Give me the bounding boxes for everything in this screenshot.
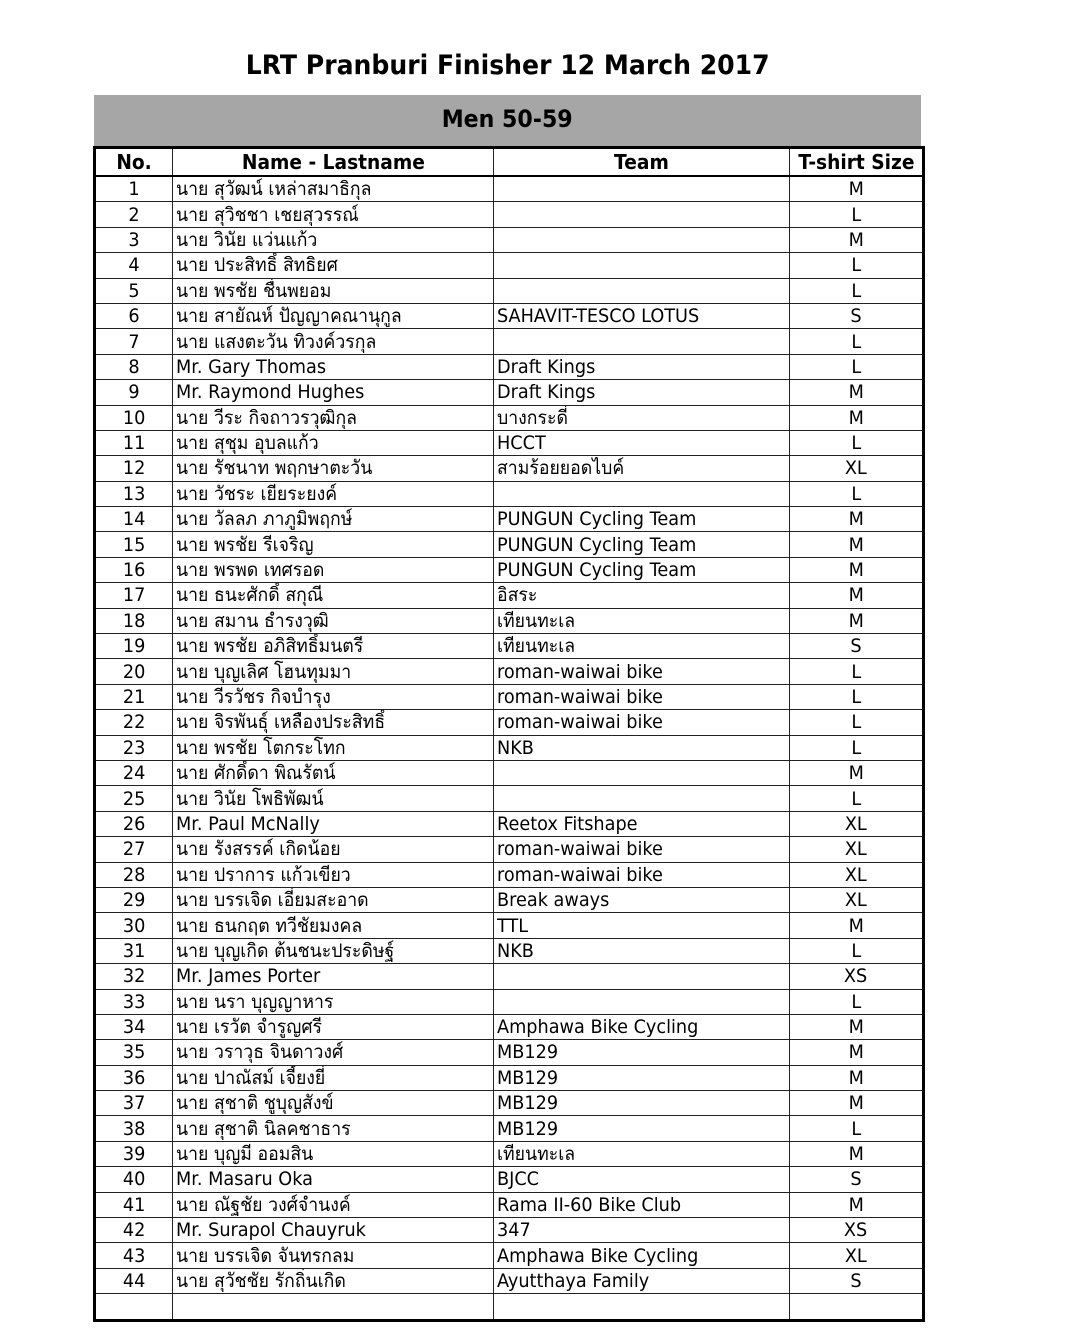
- cell-size: S: [790, 634, 924, 659]
- table-row: [95, 1167, 924, 1192]
- cell-name: นาย วัลลภ ภาภูมิพฤกษ์: [173, 507, 494, 532]
- table-row: [95, 430, 924, 455]
- cell-size: S: [790, 1268, 924, 1293]
- table-header-row: [95, 148, 924, 177]
- table-row: [95, 1141, 924, 1166]
- cell-size: XL: [790, 837, 924, 862]
- cell-team: roman-waiwai bike: [494, 684, 790, 709]
- cell-size: M: [790, 507, 924, 532]
- cell-size: M: [790, 583, 924, 608]
- cell-team: NKB: [494, 735, 790, 760]
- table-row: [95, 380, 924, 405]
- cell-size: L: [790, 684, 924, 709]
- cell-team: roman-waiwai bike: [494, 659, 790, 684]
- cell-team: เทียนทะเล: [494, 608, 790, 633]
- cell-no: 32: [95, 964, 173, 989]
- cell-name: นาย เรวัต จำรูญศรี: [173, 1014, 494, 1039]
- cell-size: M: [790, 760, 924, 785]
- table-row: [95, 176, 924, 202]
- table-row: [95, 786, 924, 811]
- cell-size: M: [790, 1014, 924, 1039]
- cell-no: 9: [95, 380, 173, 405]
- cell-no: 24: [95, 760, 173, 785]
- column-header-no: No.: [95, 148, 173, 177]
- cell-name: นาย ศักดิ์ดา พิณรัตน์: [173, 760, 494, 785]
- cell-no: 18: [95, 608, 173, 633]
- cell-name: Mr. Masaru Oka: [173, 1167, 494, 1192]
- cell-name: นาย สายัณห์ ปัญญาคณานุกูล: [173, 303, 494, 328]
- cell-team: เทียนทะเล: [494, 1141, 790, 1166]
- cell-team: Draft Kings: [494, 354, 790, 379]
- table-row: [95, 354, 924, 379]
- cell-size: XL: [790, 811, 924, 836]
- cell-name: นาย พรชัย รีเจริญ: [173, 532, 494, 557]
- cell-size: L: [790, 253, 924, 278]
- cell-team: roman-waiwai bike: [494, 710, 790, 735]
- cell-team: [494, 786, 790, 811]
- cell-size: XL: [790, 1243, 924, 1268]
- cell-size: L: [790, 202, 924, 227]
- cell-no: 2: [95, 202, 173, 227]
- cell-team: SAHAVIT-TESCO LOTUS: [494, 303, 790, 328]
- table-row: [95, 1243, 924, 1268]
- table-row: [95, 583, 924, 608]
- cell-team: Amphawa Bike Cycling: [494, 1243, 790, 1268]
- cell-name: นาย บุญเลิศ โฮนทุมมา: [173, 659, 494, 684]
- cell-team: [494, 989, 790, 1014]
- cell-team: [494, 964, 790, 989]
- cell-size: M: [790, 1065, 924, 1090]
- cell-size: M: [790, 1192, 924, 1217]
- cell-team: MB129: [494, 1116, 790, 1141]
- cell-size: M: [790, 1091, 924, 1116]
- cell-size: M: [790, 1040, 924, 1065]
- cell-no: 23: [95, 735, 173, 760]
- table-row: [95, 1218, 924, 1243]
- cell-no: 42: [95, 1218, 173, 1243]
- cell-size: M: [790, 913, 924, 938]
- cell-name: นาย รังสรรค์ เกิดน้อย: [173, 837, 494, 862]
- table-row: [95, 760, 924, 785]
- cell-name: นาย ธนกฤต ทวีชัยมงคล: [173, 913, 494, 938]
- table-row: [95, 405, 924, 430]
- cell-team: roman-waiwai bike: [494, 862, 790, 887]
- cell-no: 19: [95, 634, 173, 659]
- table-row: [95, 329, 924, 354]
- cell-team: [494, 760, 790, 785]
- cell-no: 39: [95, 1141, 173, 1166]
- cell-name: นาย บรรเจิด จันทรกลม: [173, 1243, 494, 1268]
- cell-size: XL: [790, 862, 924, 887]
- cell-name: นาย พรพด เทศรอด: [173, 557, 494, 582]
- cell-name: นาย ประสิทธิ์ สิทธิยศ: [173, 253, 494, 278]
- cell-name: นาย พรชัย ชื่นพยอม: [173, 278, 494, 303]
- table-row: [95, 634, 924, 659]
- table-row: [95, 1294, 924, 1320]
- cell-size: XL: [790, 456, 924, 481]
- cell-name: Mr. James Porter: [173, 964, 494, 989]
- cell-no: 34: [95, 1014, 173, 1039]
- cell-team: Reetox Fitshape: [494, 811, 790, 836]
- cell-name: นาย ณัฐชัย วงศ์จำนงค์: [173, 1192, 494, 1217]
- cell-size: L: [790, 938, 924, 963]
- cell-name: นาย วัชระ เยียระยงค์: [173, 481, 494, 506]
- cell-team: Rama II-60 Bike Club: [494, 1192, 790, 1217]
- cell-name: นาย สุชุม อุบลแก้ว: [173, 430, 494, 455]
- cell-team: [494, 227, 790, 252]
- cell-team: [494, 481, 790, 506]
- table-row: [95, 1065, 924, 1090]
- table-row: [95, 735, 924, 760]
- cell-team: NKB: [494, 938, 790, 963]
- cell-no: 37: [95, 1091, 173, 1116]
- cell-size: L: [790, 710, 924, 735]
- table-row: [95, 253, 924, 278]
- cell-no: 10: [95, 405, 173, 430]
- cell-no: 29: [95, 887, 173, 912]
- cell-name: Mr. Gary Thomas: [173, 354, 494, 379]
- cell-name: นาย บุญมี ออมสิน: [173, 1141, 494, 1166]
- cell-team: [494, 176, 790, 202]
- cell-no: 20: [95, 659, 173, 684]
- cell-size: L: [790, 735, 924, 760]
- cell-size: L: [790, 354, 924, 379]
- cell-name: นาย วราวุธ จินดาวงศ์: [173, 1040, 494, 1065]
- page-title: [0, 50, 1015, 81]
- cell-team: PUNGUN Cycling Team: [494, 507, 790, 532]
- table-row: [95, 481, 924, 506]
- cell-size: [790, 1294, 924, 1320]
- cell-team: สามร้อยยอดไบค์: [494, 456, 790, 481]
- cell-team: [494, 1294, 790, 1320]
- cell-no: 30: [95, 913, 173, 938]
- cell-no: 3: [95, 227, 173, 252]
- cell-team: HCCT: [494, 430, 790, 455]
- cell-name: นาย รัชนาท พฤกษาตะวัน: [173, 456, 494, 481]
- table-row: [95, 684, 924, 709]
- cell-size: L: [790, 1116, 924, 1141]
- table-row: [95, 811, 924, 836]
- cell-name: นาย วินัย โพธิพัฒน์: [173, 786, 494, 811]
- table-row: [95, 303, 924, 328]
- cell-name: นาย บุญเกิด ต้นชนะประดิษฐ์: [173, 938, 494, 963]
- cell-size: XS: [790, 1218, 924, 1243]
- table-row: [95, 837, 924, 862]
- cell-team: [494, 329, 790, 354]
- column-header-team: Team: [494, 148, 790, 177]
- cell-no: 11: [95, 430, 173, 455]
- cell-size: L: [790, 659, 924, 684]
- table-row: [95, 507, 924, 532]
- cell-no: [95, 1294, 173, 1320]
- table-row: [95, 608, 924, 633]
- cell-team: PUNGUN Cycling Team: [494, 532, 790, 557]
- cell-name: นาย วีรวัชร กิจบำรุง: [173, 684, 494, 709]
- cell-team: MB129: [494, 1091, 790, 1116]
- cell-no: 31: [95, 938, 173, 963]
- cell-name: นาย สุวัฒน์ เหล่าสมาธิกุล: [173, 176, 494, 202]
- cell-name: นาย ปาณัสม์ เจี้ยงยี่: [173, 1065, 494, 1090]
- table-row: [95, 1091, 924, 1116]
- cell-team: PUNGUN Cycling Team: [494, 557, 790, 582]
- cell-size: L: [790, 481, 924, 506]
- cell-size: M: [790, 380, 924, 405]
- cell-no: 41: [95, 1192, 173, 1217]
- cell-size: M: [790, 557, 924, 582]
- table-row: [95, 938, 924, 963]
- table-row: [95, 710, 924, 735]
- cell-name: นาย บรรเจิด เอี่ยมสะอาด: [173, 887, 494, 912]
- cell-no: 38: [95, 1116, 173, 1141]
- cell-team: อิสระ: [494, 583, 790, 608]
- cell-size: S: [790, 303, 924, 328]
- table-row: [95, 659, 924, 684]
- cell-no: 28: [95, 862, 173, 887]
- cell-team: TTL: [494, 913, 790, 938]
- cell-size: M: [790, 608, 924, 633]
- cell-size: L: [790, 786, 924, 811]
- cell-team: Break aways: [494, 887, 790, 912]
- cell-team: [494, 253, 790, 278]
- cell-no: 35: [95, 1040, 173, 1065]
- cell-team: 347: [494, 1218, 790, 1243]
- cell-no: 36: [95, 1065, 173, 1090]
- table-row: [95, 1268, 924, 1293]
- table-row: [95, 1192, 924, 1217]
- cell-no: 14: [95, 507, 173, 532]
- table-row: [95, 913, 924, 938]
- cell-name: นาย นรา บุญญาหาร: [173, 989, 494, 1014]
- page-title-text: LRT Pranburi Finisher 12 March 2017: [245, 50, 770, 81]
- table-row: [95, 278, 924, 303]
- finisher-table: [93, 146, 925, 1322]
- cell-no: 8: [95, 354, 173, 379]
- cell-team: Draft Kings: [494, 380, 790, 405]
- cell-size: S: [790, 1167, 924, 1192]
- column-header-size: T-shirt Size: [790, 148, 924, 177]
- cell-size: XL: [790, 887, 924, 912]
- table-row: [95, 532, 924, 557]
- cell-name: Mr. Raymond Hughes: [173, 380, 494, 405]
- cell-no: 26: [95, 811, 173, 836]
- cell-no: 17: [95, 583, 173, 608]
- cell-no: 27: [95, 837, 173, 862]
- cell-name: นาย สุชาติ ชูบุญสังข์: [173, 1091, 494, 1116]
- category-band: [94, 95, 921, 146]
- category-label: [94, 105, 921, 133]
- cell-no: 16: [95, 557, 173, 582]
- cell-name: นาย ปราการ แก้วเขียว: [173, 862, 494, 887]
- cell-no: 6: [95, 303, 173, 328]
- table-row: [95, 1040, 924, 1065]
- cell-no: 44: [95, 1268, 173, 1293]
- cell-name: นาย ธนะศักดิ์ สกุณี: [173, 583, 494, 608]
- category-text: Men 50-59: [442, 105, 573, 133]
- cell-team: [494, 278, 790, 303]
- cell-size: M: [790, 405, 924, 430]
- cell-team: [494, 202, 790, 227]
- cell-team: roman-waiwai bike: [494, 837, 790, 862]
- cell-no: 25: [95, 786, 173, 811]
- column-header-name: Name - Lastname: [173, 148, 494, 177]
- cell-no: 4: [95, 253, 173, 278]
- cell-size: M: [790, 532, 924, 557]
- cell-name: นาย วินัย แว่นแก้ว: [173, 227, 494, 252]
- cell-name: นาย สุวิชชา เชยสุวรรณ์: [173, 202, 494, 227]
- cell-team: BJCC: [494, 1167, 790, 1192]
- cell-team: บางกระดี่: [494, 405, 790, 430]
- cell-team: MB129: [494, 1065, 790, 1090]
- cell-size: L: [790, 329, 924, 354]
- cell-no: 21: [95, 684, 173, 709]
- cell-size: L: [790, 989, 924, 1014]
- cell-size: L: [790, 278, 924, 303]
- table-row: [95, 227, 924, 252]
- table-row: [95, 1116, 924, 1141]
- table-row: [95, 964, 924, 989]
- cell-no: 1: [95, 176, 173, 202]
- cell-no: 22: [95, 710, 173, 735]
- cell-size: M: [790, 176, 924, 202]
- cell-name: นาย วีระ กิจถาวรวุฒิกุล: [173, 405, 494, 430]
- cell-team: เทียนทะเล: [494, 634, 790, 659]
- cell-name: นาย สุวัชชัย รักถิ่นเกิด: [173, 1268, 494, 1293]
- cell-no: 40: [95, 1167, 173, 1192]
- cell-no: 15: [95, 532, 173, 557]
- cell-name: Mr. Surapol Chauyruk: [173, 1218, 494, 1243]
- cell-name: นาย สุชาติ นิลคชาธาร: [173, 1116, 494, 1141]
- cell-name: Mr. Paul McNally: [173, 811, 494, 836]
- cell-no: 12: [95, 456, 173, 481]
- cell-name: นาย แสงตะวัน ทิวงค์วรกุล: [173, 329, 494, 354]
- cell-no: 13: [95, 481, 173, 506]
- cell-team: Ayutthaya Family: [494, 1268, 790, 1293]
- cell-no: 33: [95, 989, 173, 1014]
- cell-size: XS: [790, 964, 924, 989]
- cell-size: L: [790, 430, 924, 455]
- cell-name: นาย สมาน ธำรงวุฒิ: [173, 608, 494, 633]
- cell-team: MB129: [494, 1040, 790, 1065]
- cell-size: M: [790, 1141, 924, 1166]
- table-row: [95, 887, 924, 912]
- cell-no: 7: [95, 329, 173, 354]
- table-row: [95, 456, 924, 481]
- table-row: [95, 1014, 924, 1039]
- table-body: [95, 176, 924, 1320]
- table-row: [95, 557, 924, 582]
- cell-name: [173, 1294, 494, 1320]
- cell-name: นาย พรชัย อภิสิทธิ์มนตรี: [173, 634, 494, 659]
- cell-no: 43: [95, 1243, 173, 1268]
- table-row: [95, 862, 924, 887]
- cell-no: 5: [95, 278, 173, 303]
- cell-name: นาย จิรพันธุ์ เหลืองประสิทธิ์: [173, 710, 494, 735]
- cell-team: Amphawa Bike Cycling: [494, 1014, 790, 1039]
- table-row: [95, 202, 924, 227]
- cell-size: M: [790, 227, 924, 252]
- table-row: [95, 989, 924, 1014]
- cell-name: นาย พรชัย โตกระโทก: [173, 735, 494, 760]
